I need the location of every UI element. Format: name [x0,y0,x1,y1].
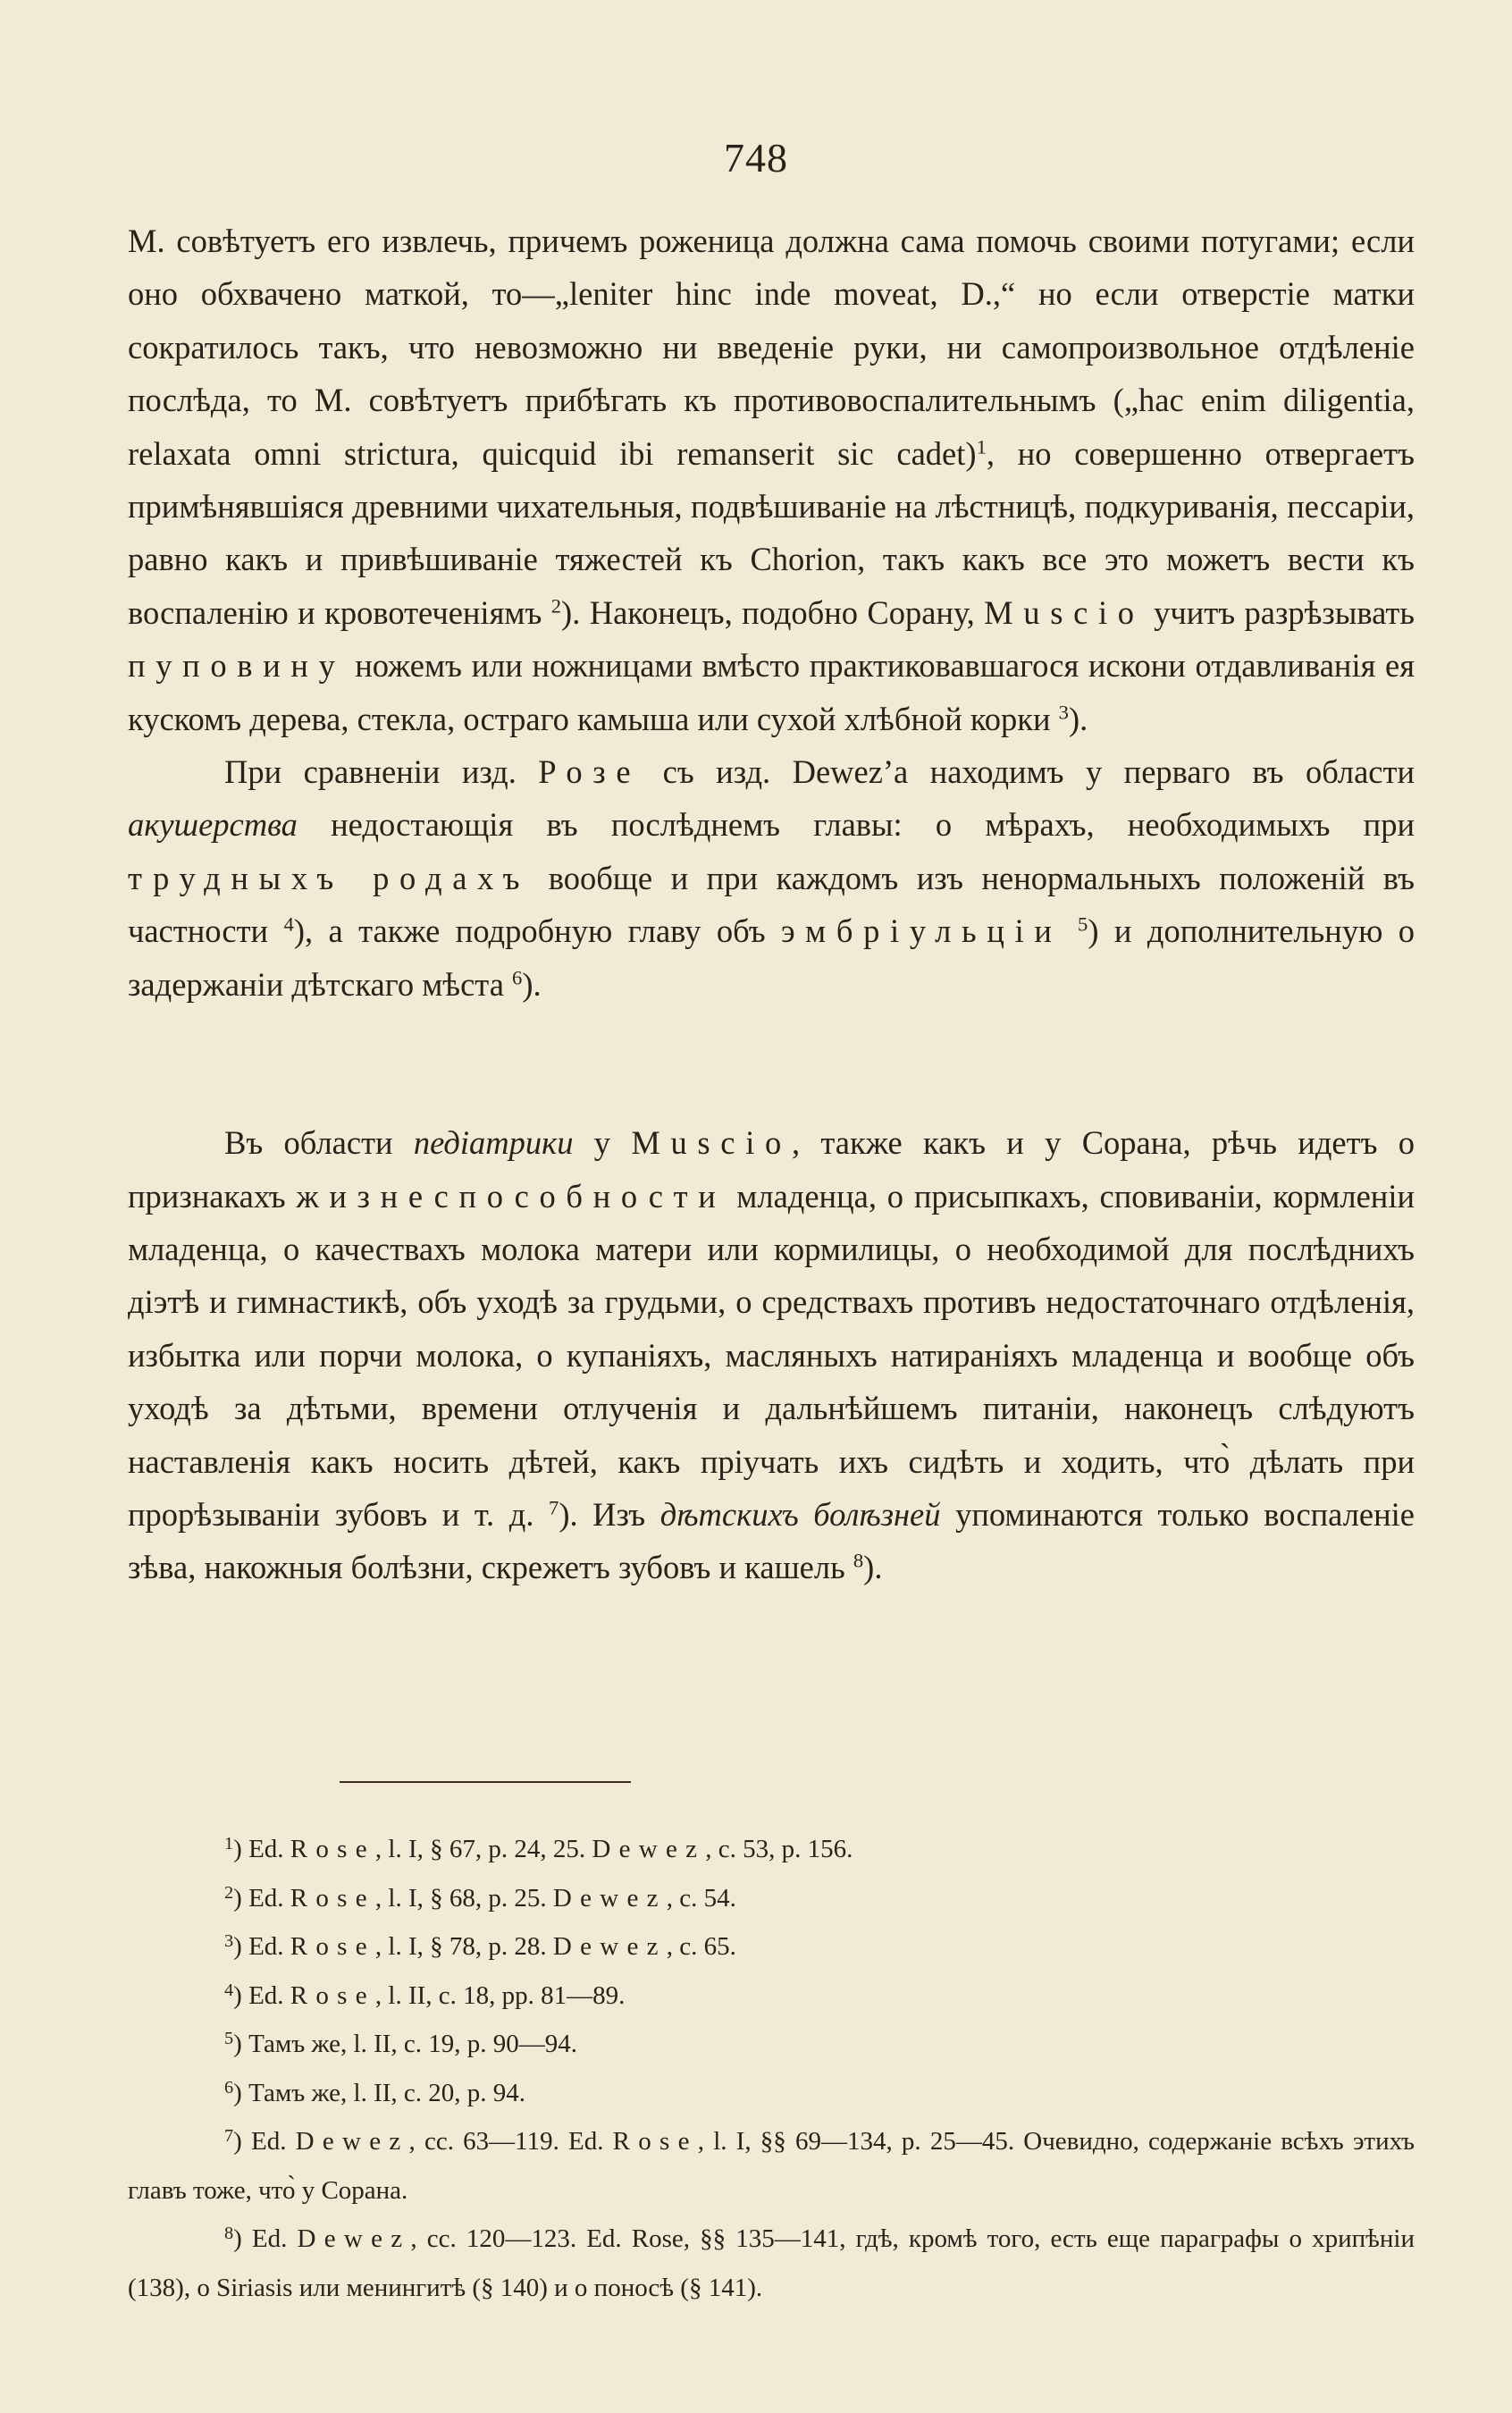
text-run: М. совѣтуетъ его извлечь, причемъ роженица должна сама помочь своими потугами; если оно обхвачено маткой, то—„leniter hinc inde moveat, D.,“ но если отверстіе матки сократилось такъ, что невозможно ни введеніе руки, ни самопроизвольное отдѣленіе послѣда, то М. совѣтуетъ прибѣгать къ противовоспалительнымъ („hac enim diligentia, relaxata omni strictura, quicquid ibi remanserit sic cadet) [128,223,1415,472]
text-run: , l. I, § 67, p. 24, 25. [374,1835,592,1863]
text-run: Въ области [224,1124,414,1162]
text-run: Ed. [248,1883,290,1913]
spaced-name: Dewez [552,1932,667,1961]
footnote-number: 2 [224,1882,234,1903]
footnote [128,2069,1415,2118]
text-run: Тамъ же, l. II, c. 19, p. 90—94. [248,2030,578,2058]
text-run [1063,912,1078,949]
text-run: , но совершенно отвергаетъ примѣнявшіяся древними чихательныя, подвѣшиваніе на лѣстницѣ, подкуриванія, пессаріи, равно какъ и привѣшиваніе тяжестей къ Chorion, такъ какъ все это можетъ вести къ воспаленію и кровотеченіямъ [128,434,1415,631]
footnote [128,1922,1415,1972]
footnote [128,1874,1415,1923]
spaced-name: Dewez [295,2127,409,2156]
spaced-name: Розе [538,753,642,791]
text-run: , l. I, §§ 69—134, p. 25—45. Очевидно, содержаніе всѣхъ этихъ главъ тоже, что̀ у Сорана. [128,2127,1415,2205]
footnote [128,2215,1415,2312]
text-run: ), а также подробную главу объ [293,912,782,950]
spaced-name: Muscio [984,593,1145,631]
text-run: ). [522,965,542,1003]
spaced-name: пуповину [128,647,346,685]
footnote-paren: ) [233,1883,249,1913]
footnote [128,1825,1415,1874]
footnote-paren: ) [233,1932,249,1961]
text-run: вообще и при каждомъ изъ ненормальныхъ положеній въ частности [128,859,1415,950]
paragraph [128,745,1415,1011]
text-run: , l. I, § 78, p. 28. [374,1932,553,1961]
text-run: упоминаются только воспаленіе зѣва, накожныя болѣзни, скрежетъ зубовъ и кашель [128,1495,1415,1586]
footnotes [128,1825,1415,2312]
spaced-name: трудныхъ родахъ [128,859,531,896]
spaced-name: Dewez [592,1835,706,1863]
text-run: Ed. [248,1932,290,1961]
footnote-number: 7 [224,2125,234,2146]
text-run: , c. 54. [666,1883,736,1913]
text-run: Ed. [250,2127,296,2156]
text-run: , также какъ и у Сорана, рѣчь идетъ о признакахъ [128,1124,1415,1215]
footnote-ref: 8 [853,1549,864,1572]
text-run: ). Изъ [559,1495,660,1533]
footnote [128,1972,1415,2021]
text-run: недостающія въ послѣднемъ главы: о мѣрахъ, необходимыхъ при [297,806,1415,844]
footnote-number: 3 [224,1930,234,1951]
text-run: , l. II, c. 18, pp. 81—89. [374,1980,626,2010]
footnote-paren: ) [233,2127,251,2156]
spaced-name: Dewez [552,1883,667,1913]
text-run: , cc. 120—123. Ed. Rose, §§ 135—141, гдѣ, кромѣ того, есть еще параграфы о хрипѣніи (138), о Sirіasіs или менингитѣ (§ 140) и о поносѣ (§ 141). [128,2224,1415,2302]
footnote [128,2117,1415,2215]
footnote-number: 5 [224,2028,234,2048]
italic-term: дѣтскихъ болѣзней [659,1495,941,1533]
spaced-name: Muscio [631,1124,792,1162]
page-number: 748 [724,135,788,181]
spaced-name: Rose [290,1835,375,1863]
text-run: Ed. [251,2224,298,2253]
text-run: у [573,1124,632,1162]
text-run: Ed. [248,1835,290,1863]
text-run: ножемъ или ножницами вмѣсто практиковавшагося искони отдавливанія ея кускомъ дерева, стекла, остраго камыша или сухой хлѣбной корки [128,647,1415,737]
spaced-name: эмбріульціи [781,912,1063,950]
footnote-ref: 3 [1058,701,1069,724]
text-run: , cc. 63—119. Ed. [408,2127,613,2156]
text-run: ) и дополнительную о задержаніи дѣтскаго мѣста [128,912,1415,1003]
text-run: младенца, о присыпкахъ, сповиваніи, кормленіи младенца, о качествахъ молока матери или кормилицы, о необходимой для послѣднихъ діэтѣ и гимнастикѣ, объ уходѣ за грудьми, о средствахъ противъ недостаточнаго отдѣленія, избытка или порчи молока, о купаніяхъ, масляныхъ натираніяхъ младенца и вообще объ уходѣ за дѣтьми, времени отлученія и дальнѣйшемъ питаніи, наконецъ слѣдуютъ наставленія какъ носить дѣтей, какъ пріучать ихъ сидѣть и ходить, что̀ дѣлать при прорѣзываніи зубовъ и т. д. [128,1177,1415,1533]
footnote-number: 4 [224,1980,234,2000]
text-run: Ed. [248,1980,290,2010]
footnote-ref: 2 [550,594,562,618]
text-run: Тамъ же, l. II, c. 20, p. 94. [248,2078,526,2107]
footnote [128,2020,1415,2069]
footnote-paren: ) [233,2224,252,2253]
italic-term: педіатрики [413,1124,574,1162]
text-run: ). [1068,700,1088,737]
spaced-name: Rose [290,1883,375,1913]
footnote-divider [340,1781,631,1783]
footnote-number: 6 [224,2077,234,2098]
text-run: ). Наконецъ, подобно Сорану, [561,593,985,631]
text-run: , c. 65. [666,1932,736,1961]
italic-term: акушерства [128,806,298,844]
footnote-paren: ) [233,1835,249,1863]
footnote-ref: 6 [512,966,523,989]
text-run: При сравненіи изд. [224,753,539,791]
spaced-name: Rose [290,1980,375,2010]
footnote-ref: 1 [976,435,987,458]
footnote-paren: ) [233,1980,249,2010]
footnote-ref: 5 [1078,912,1088,936]
paragraph [128,1116,1415,1594]
text-run: учитъ разрѣзывать [1144,593,1415,631]
footnote-ref: 7 [549,1496,559,1519]
footnote-number: 1 [224,1833,234,1854]
text-run: съ изд. Dewez’a находимъ у перваго въ области [641,753,1415,791]
spaced-name: жизнеспособности [296,1177,727,1215]
spaced-name: Dewez [297,2224,411,2253]
footnote-paren: ) [233,2078,249,2107]
spaced-name: Rose [290,1932,375,1961]
footnote-paren: ) [233,2030,249,2058]
footnote-ref: 4 [283,912,294,936]
text-run: , c. 53, p. 156. [705,1835,853,1863]
text-run: ). [863,1549,883,1586]
paragraph [128,214,1415,745]
footnote-number: 8 [224,2223,234,2243]
text-run: , l. I, § 68, p. 25. [374,1883,553,1913]
spaced-name: Rose [612,2127,698,2156]
body-text [128,214,1415,1594]
